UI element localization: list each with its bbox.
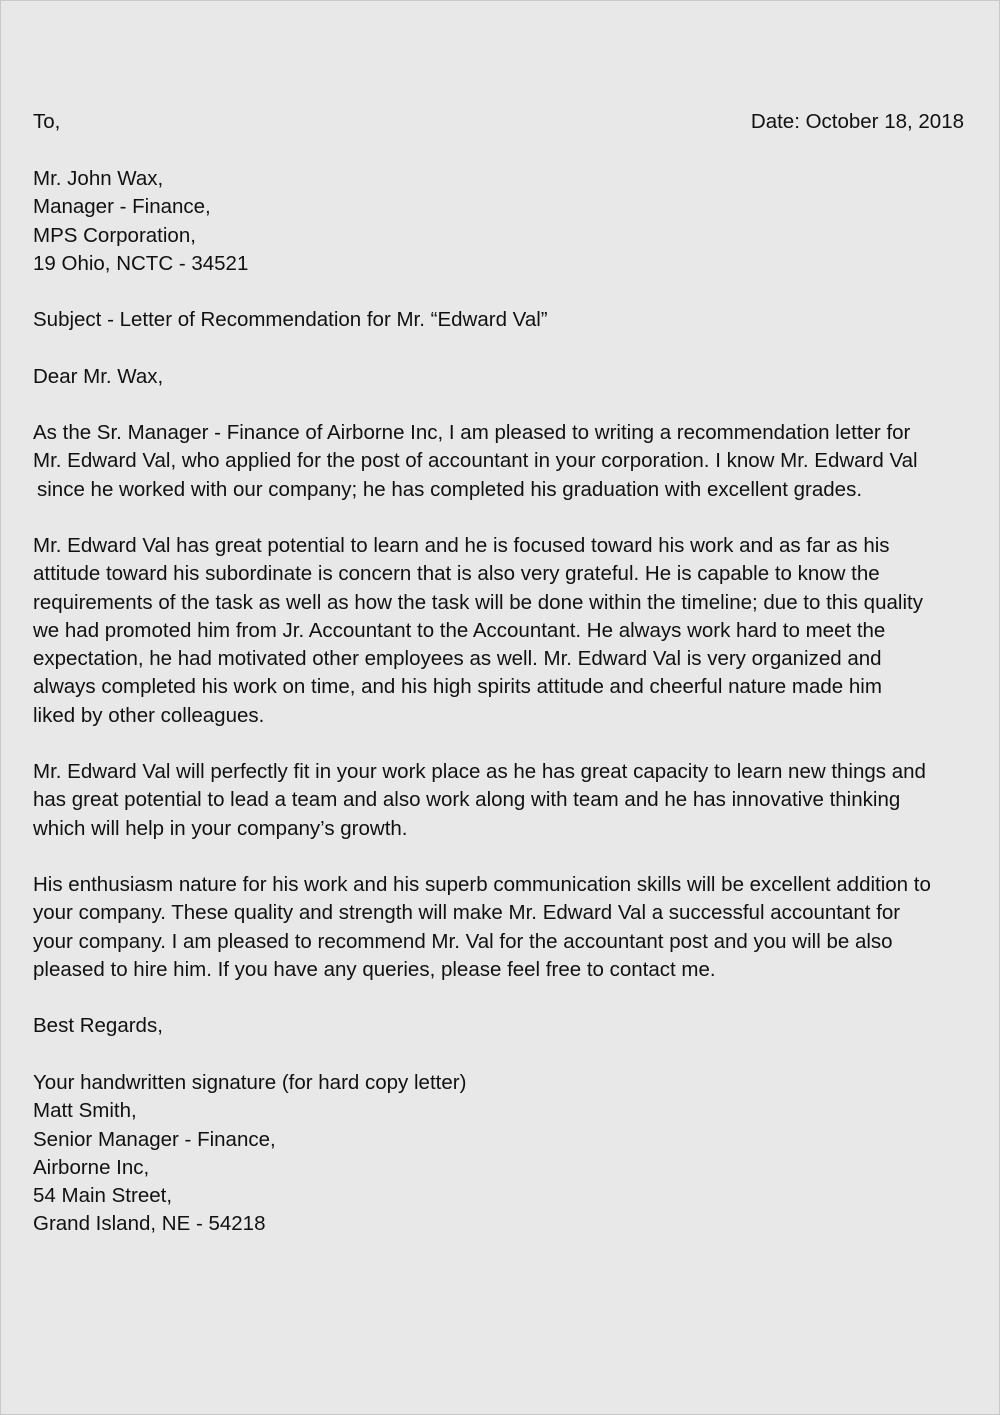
salutation-text: Dear Mr. Wax, xyxy=(33,365,164,388)
paragraph-line: Mr. Edward Val will perfectly fit in your work place as he has great capacity to learn new things and xyxy=(33,760,926,783)
paragraph-line: As the Sr. Manager - Finance of Airborne Inc, I am pleased to writing a recommendation letter for xyxy=(33,421,911,444)
subject-text: Subject - Letter of Recommendation for Mr. “Edward Val” xyxy=(33,308,548,331)
sender-street: 54 Main Street, xyxy=(33,1184,173,1208)
sender-name: Matt Smith, xyxy=(33,1099,137,1123)
salutation xyxy=(33,363,991,391)
letter-date: Date: October 18, 2018 xyxy=(750,110,964,133)
closing xyxy=(33,1012,991,1040)
subject-line xyxy=(33,306,991,334)
signature-block xyxy=(33,1069,991,1239)
paragraph-line: Mr. Edward Val, who applied for the post of accountant in your corporation. I know Mr. Edward Val xyxy=(33,449,918,473)
sender-city: Grand Island, NE - 54218 xyxy=(33,1212,266,1236)
paragraph-line: has great potential to lead a team and also work along with team and he has innovative thinking xyxy=(33,788,901,812)
paragraph-line: His enthusiasm nature for his work and his superb communication skills will be excellent addition to xyxy=(33,873,931,896)
paragraph-line: which will help in your company’s growth. xyxy=(33,816,408,840)
paragraph-line: requirements of the task as well as how the task will be done within the timeline; due to this quality xyxy=(33,590,923,614)
paragraph-line: we had promoted him from Jr. Accountant to the Accountant. He always work hard to meet the xyxy=(33,618,886,642)
closing-text: Best Regards, xyxy=(33,1014,163,1037)
signature-placeholder: Your handwritten signature (for hard copy letter) xyxy=(33,1071,467,1094)
paragraph-line: your company. These quality and strength will make Mr. Edward Val a successful accountant for xyxy=(33,901,901,925)
paragraph-3 xyxy=(33,758,991,843)
recipient-address xyxy=(33,165,991,278)
paragraph-line: pleased to hire him. If you have any queries, please feel free to contact me. xyxy=(33,957,716,981)
sender-title: Senior Manager - Finance, xyxy=(33,1127,276,1151)
paragraph-line: attitude toward his subordinate is concern that is also very grateful. He is capable to know the xyxy=(33,562,880,586)
recipient-address-line: 19 Ohio, NCTC - 34521 xyxy=(33,251,249,275)
paragraph-line: always completed his work on time, and his high spirits attitude and cheerful nature made him xyxy=(33,675,882,699)
paragraph-line: Mr. Edward Val has great potential to learn and he is focused toward his work and as far as his xyxy=(33,534,890,557)
recipient-title: Manager - Finance, xyxy=(33,195,211,219)
paragraph-line: expectation, he had motivated other employees as well. Mr. Edward Val is very organized and xyxy=(33,647,882,671)
letter-header xyxy=(33,108,964,136)
paragraph-1 xyxy=(33,419,991,504)
to-label: To, xyxy=(33,110,61,133)
recipient-name: Mr. John Wax, xyxy=(33,167,164,190)
sender-company: Airborne Inc, xyxy=(33,1155,150,1179)
paragraph-2 xyxy=(33,532,991,730)
paragraph-4 xyxy=(33,871,991,984)
paragraph-line: since he worked with our company; he has completed his graduation with excellent grades. xyxy=(37,477,863,501)
paragraph-line: liked by other colleagues. xyxy=(33,703,265,727)
paragraph-line: your company. I am pleased to recommend Mr. Val for the accountant post and you will be also xyxy=(33,929,893,953)
recipient-company: MPS Corporation, xyxy=(33,223,196,247)
